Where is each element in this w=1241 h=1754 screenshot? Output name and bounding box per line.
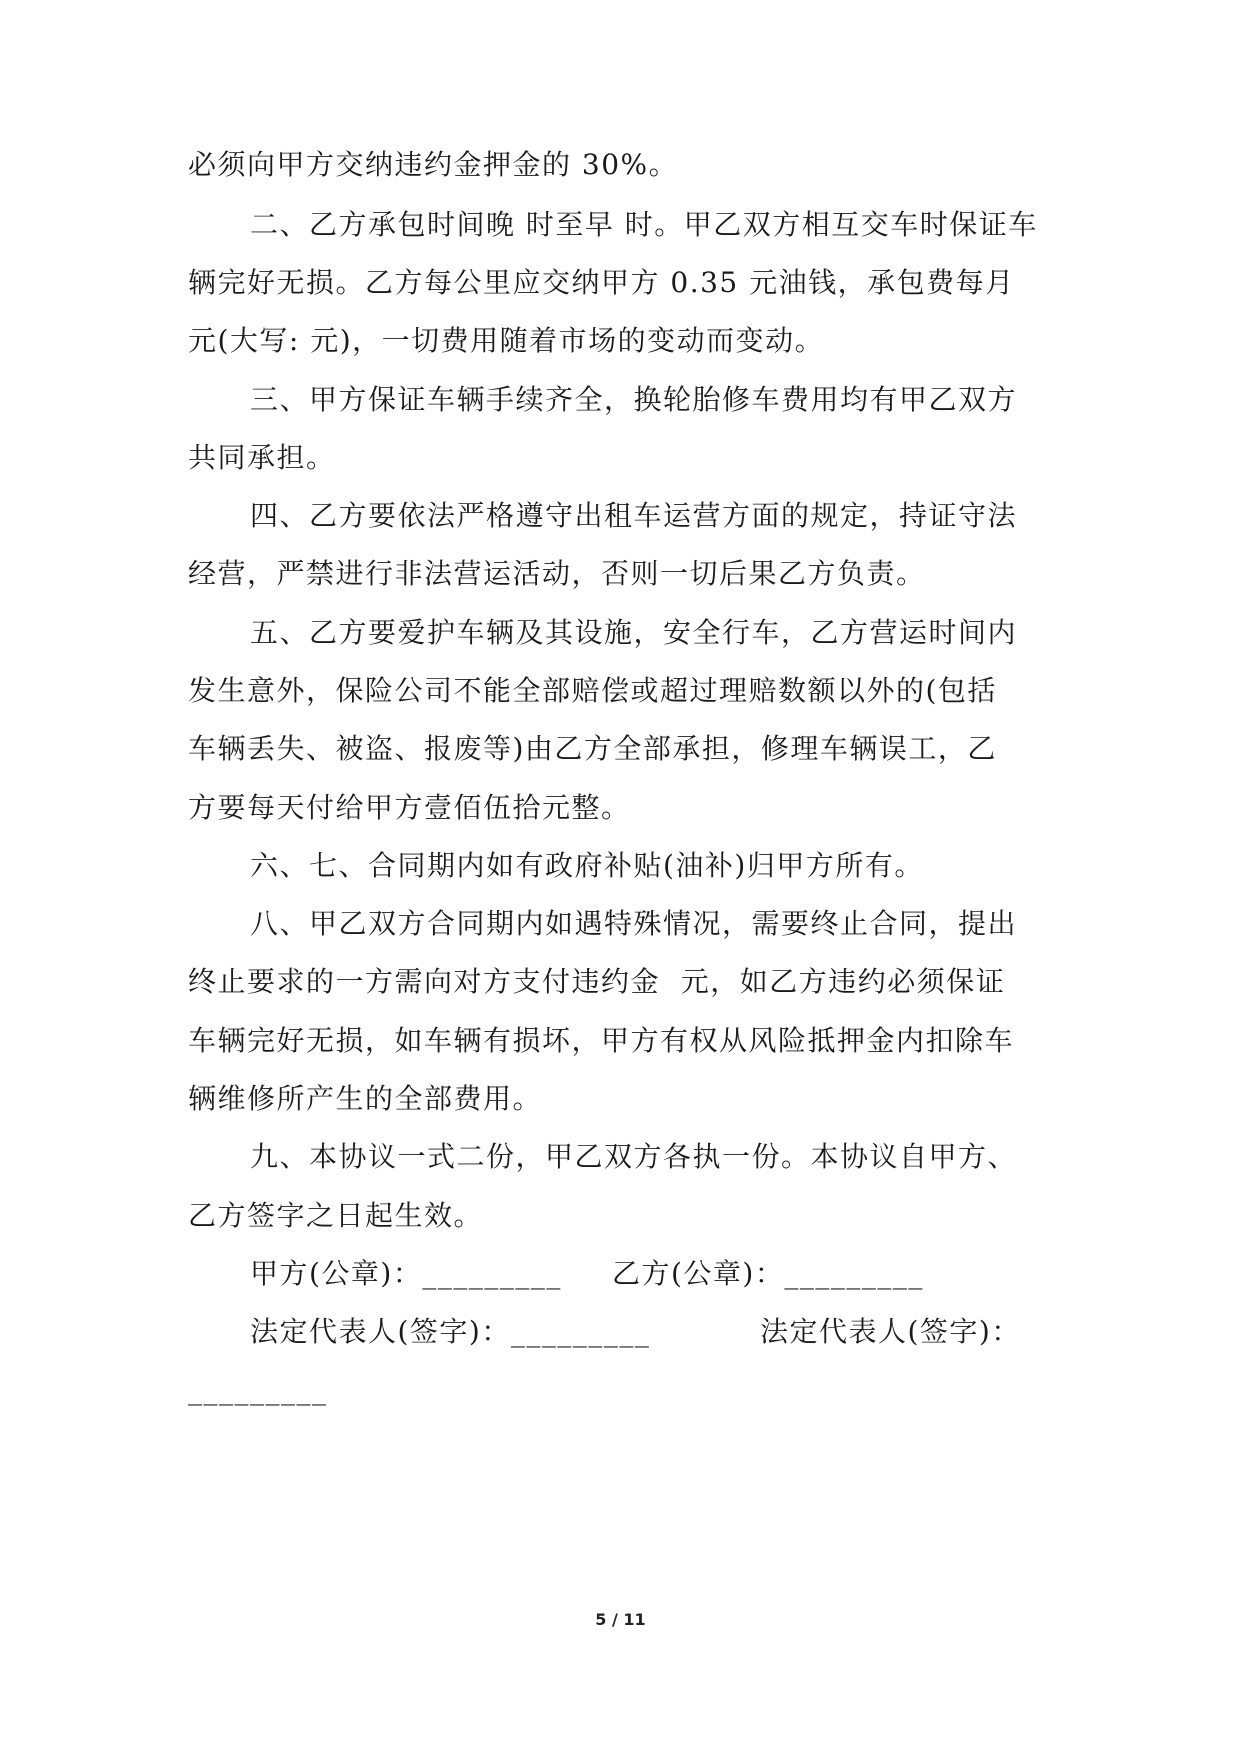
paragraph-line: 辆维修所产生的全部费用。 — [188, 1082, 543, 1115]
party-b-representative-blank: _________ — [188, 1373, 328, 1406]
party-a-seal-field: 甲方(公章)：_________ — [250, 1257, 562, 1290]
page-number: 5 / 11 — [595, 1610, 646, 1629]
paragraph-line: 经营，严禁进行非法营运活动，否则一切后果乙方负责。 — [188, 557, 926, 590]
paragraph-line: 必须向甲方交纳违约金押金的 30%。 — [188, 148, 679, 181]
paragraph-line: 八、甲乙双方合同期内如遇特殊情况，需要终止合同，提出 — [250, 907, 1018, 940]
paragraph-line: 车辆丢失、被盗、报废等)由乙方全部承担，修理车辆误工，乙 — [188, 732, 997, 765]
paragraph-line: 元(大写: 元)，一切费用随着市场的变动而变动。 — [188, 324, 825, 357]
paragraph-line: 辆完好无损。乙方每公里应交纳甲方 0.35 元油钱，承包费每月 — [188, 266, 1015, 299]
paragraph-line: 乙方签字之日起生效。 — [188, 1199, 484, 1232]
paragraph-line: 终止要求的一方需向对方支付违约金 元，如乙方违约必须保证 — [188, 965, 1006, 998]
paragraph-line: 共同承担。 — [188, 441, 336, 474]
party-b-representative-field: 法定代表人(签字)： — [760, 1315, 1021, 1348]
party-a-representative-field: 法定代表人(签字)：_________ — [250, 1315, 651, 1348]
paragraph-line: 九、本协议一式二份，甲乙双方各执一份。本协议自甲方、 — [250, 1140, 1018, 1173]
party-b-seal-field: 乙方(公章)：_________ — [612, 1257, 924, 1290]
paragraph-line: 三、甲方保证车辆手续齐全，换轮胎修车费用均有甲乙双方 — [250, 383, 1018, 416]
paragraph-line: 六、七、合同期内如有政府补贴(油补)归甲方所有。 — [250, 849, 924, 882]
paragraph-line: 五、乙方要爱护车辆及其设施，安全行车，乙方营运时间内 — [250, 616, 1018, 649]
paragraph-line: 二、乙方承包时间晚 时至早 时。甲乙双方相互交车时保证车 — [250, 208, 1038, 241]
paragraph-line: 四、乙方要依法严格遵守出租车运营方面的规定，持证守法 — [250, 499, 1018, 532]
paragraph-line: 方要每天付给甲方壹佰伍拾元整。 — [188, 791, 631, 824]
paragraph-line: 车辆完好无损，如车辆有损坏，甲方有权从风险抵押金内扣除车 — [188, 1024, 1015, 1057]
paragraph-line: 发生意外，保险公司不能全部赔偿或超过理赔数额以外的(包括 — [188, 674, 997, 707]
